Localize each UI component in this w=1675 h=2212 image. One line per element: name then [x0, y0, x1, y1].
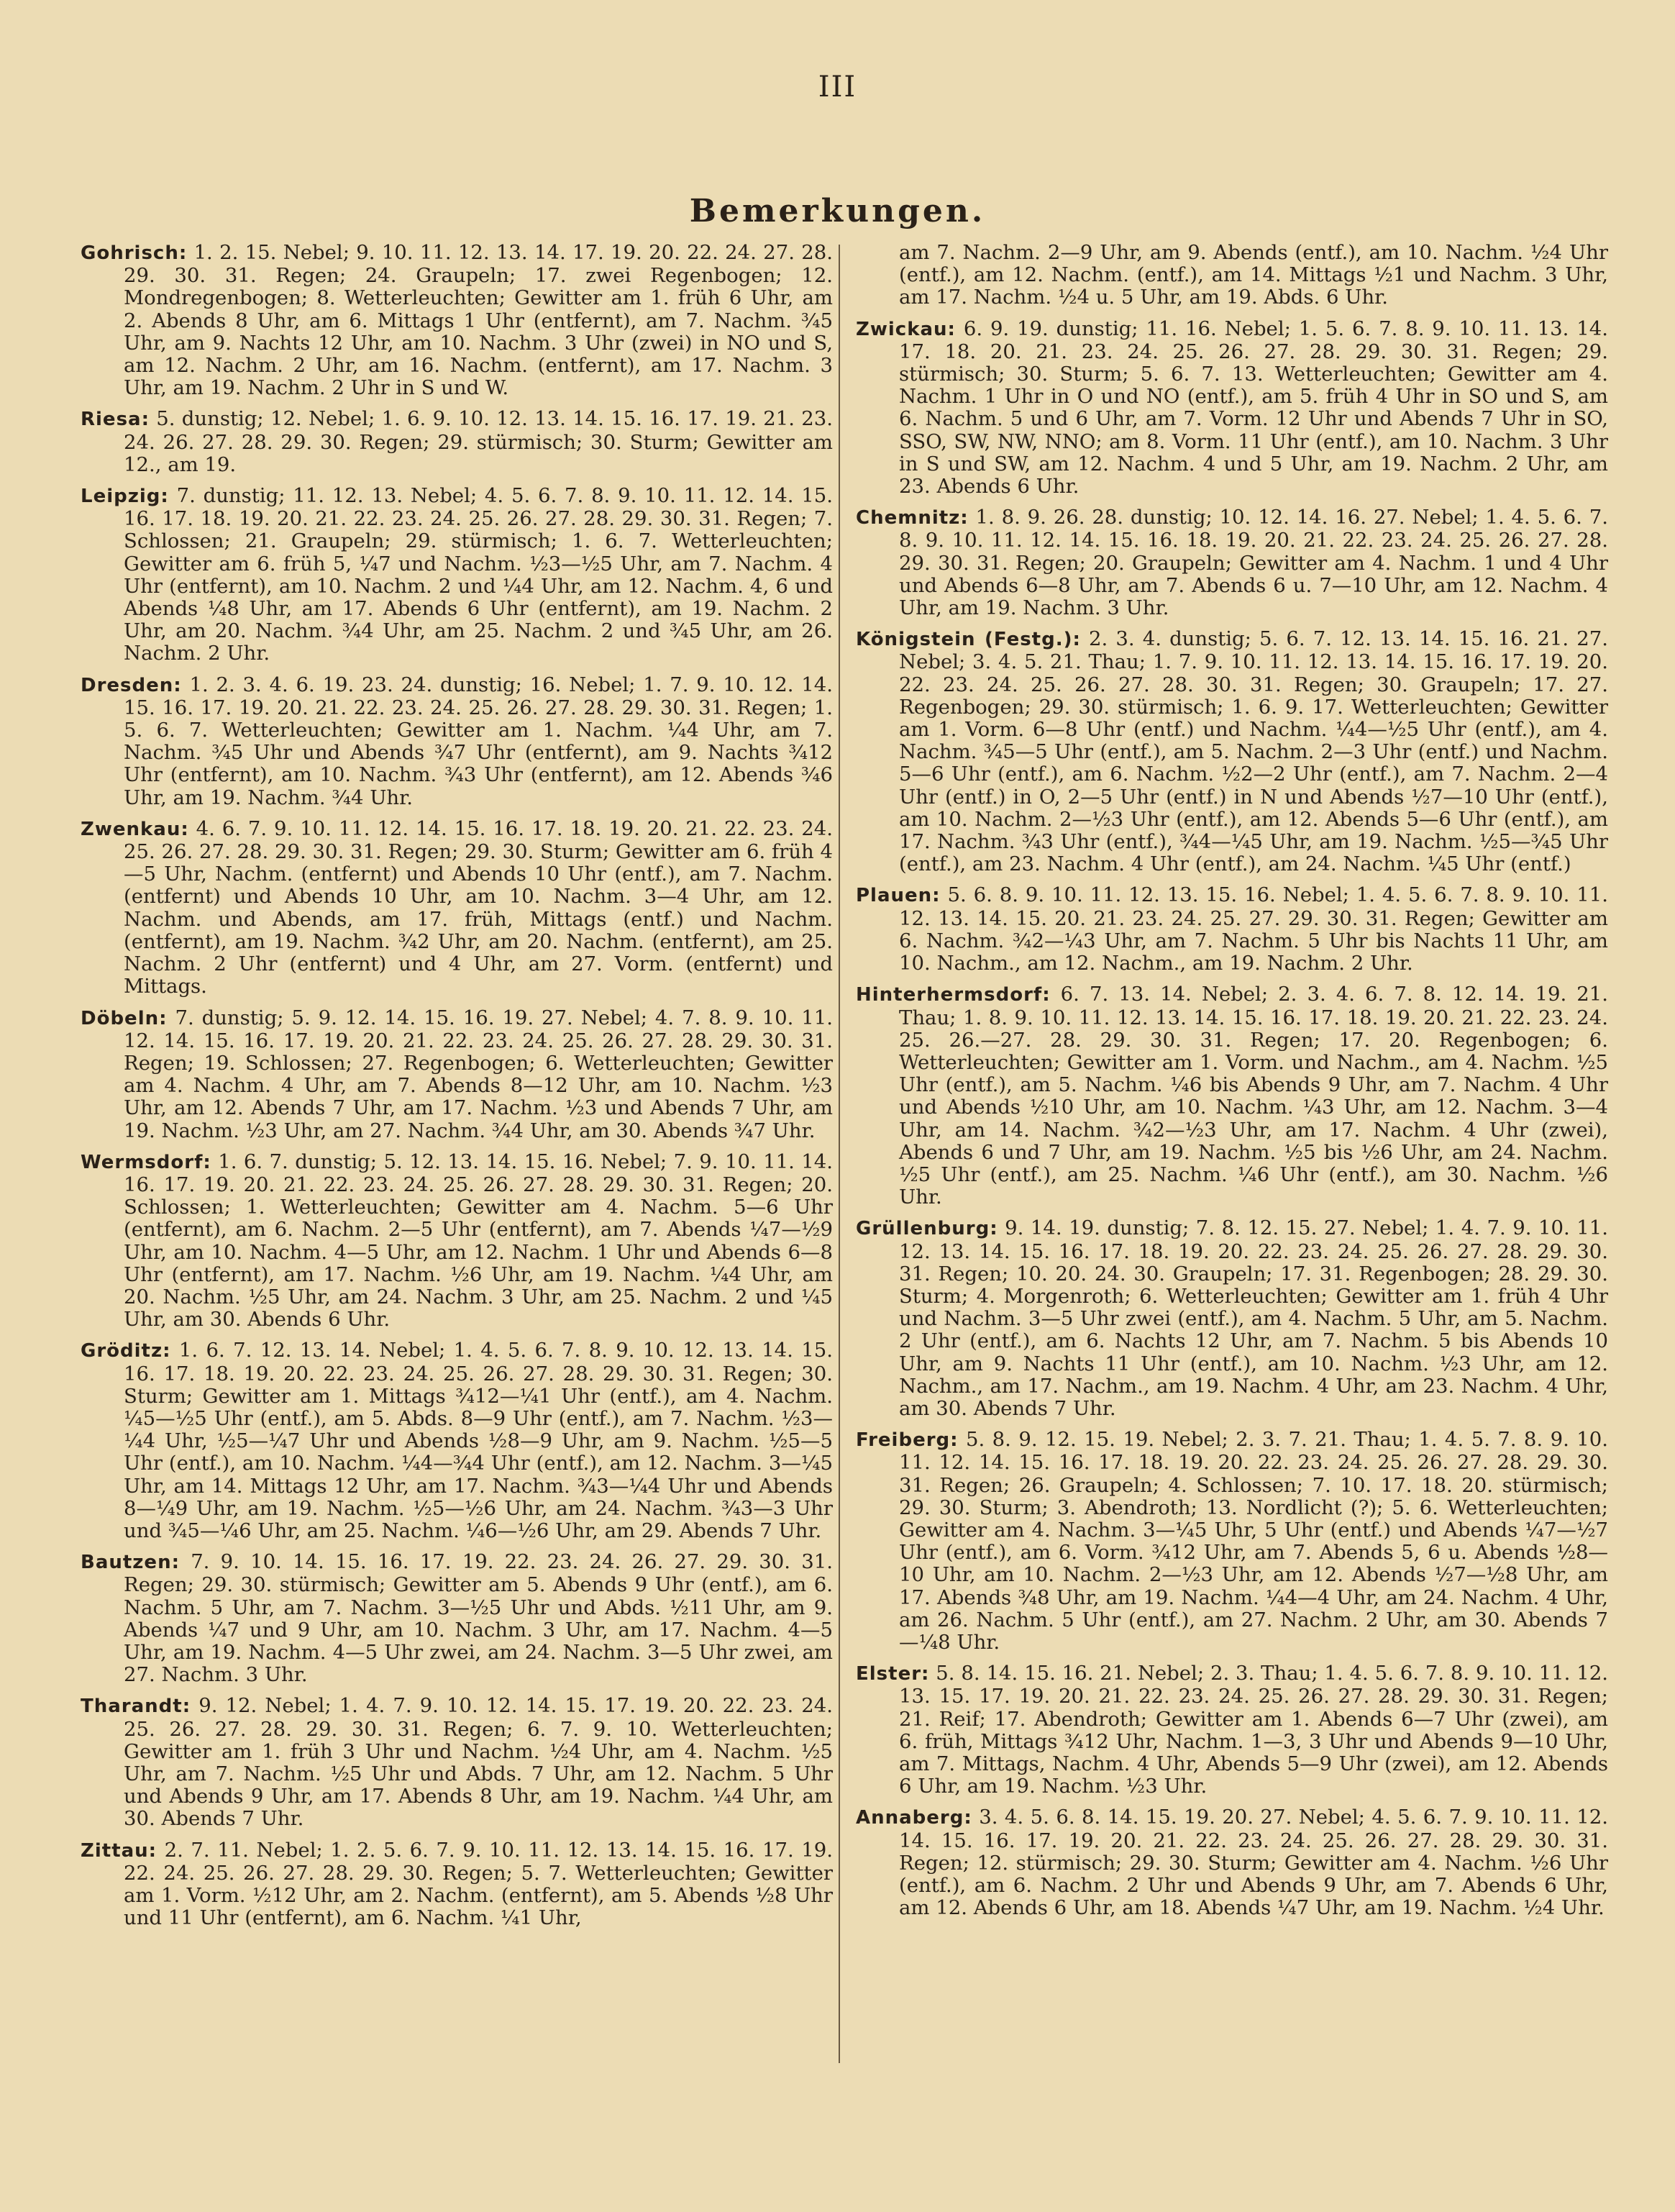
- remark-entry-chemnitz: [856, 506, 1608, 619]
- remark-text: 7. dunstig; 11. 12. 13. Nebel; 4. 5. 6. 7. 8. 9. 10. 11. 12. 14. 15. 16. 17. 18. 19. 20. 21. 22. 23. 24. 25. 26. 27. 28. 29. 30. 31. Regen; 7. Schlossen; 21. Graupeln; 29. stürmisch; 1. 6. 7. Wetterleuchten; Gewitter am 6. früh 5, ¼7 und Nachm. ½3—½5 Uhr, am 7. Nachm. 4 Uhr (entfernt), am 10. Nachm. 2 und ¼4 Uhr, am 12. Nachm. 4, 6 und Abends ¼8 Uhr, am 17. Abends 6 Uhr (entfernt), am 19. Nachm. 2 Uhr, am 20. Nachm. ¾4 Uhr, am 25. Nachm. 2 und ¾5 Uhr, am 26. Nachm. 2 Uhr.: [124, 484, 833, 665]
- remark-entry-hinterhermsdorf: [856, 983, 1608, 1209]
- station-name: Elster:: [856, 1663, 930, 1685]
- station-name: Dresden:: [81, 674, 182, 696]
- remark-entry-plauen: [856, 884, 1608, 975]
- station-name: Bautzen:: [81, 1552, 180, 1574]
- remark-entry-doebeln: [81, 1007, 833, 1142]
- page-number: III: [818, 70, 857, 104]
- remark-text: 1. 2. 15. Nebel; 9. 10. 11. 12. 13. 14. 17. 19. 20. 22. 24. 27. 28. 29. 30. 31. Regen; 24. Graupeln; 17. zwei Regenbogen; 12. Mondregenbogen; 8. Wetterleuchten; Gewitter am 1. früh 6 Uhr, am 2. Abends 8 Uhr, am 6. Mittags 1 Uhr (entfernt), am 7. Nachm. ¾5 Uhr, am 9. Nachts 12 Uhr, am 10. Nachm. 3 Uhr (zwei) in NO und S, am 12. Nachm. 2 Uhr, am 16. Nachm. (entfernt), am 17. Nachm. 3 Uhr, am 19. Nachm. 2 Uhr in S und W.: [124, 241, 833, 400]
- page-title: Bemerkungen.: [689, 193, 986, 229]
- remark-text: 1. 6. 7. 12. 13. 14. Nebel; 1. 4. 5. 6. 7. 8. 9. 10. 12. 13. 14. 15. 16. 17. 18. 19. 20. 22. 23. 24. 25. 26. 27. 28. 29. 30. 31. Regen; 30. Sturm; Gewitter am 1. Mittags ¾12—¼1 Uhr (entf.), am 4. Nachm. ¼5—½5 Uhr (entf.), am 5. Abds. 8—9 Uhr (entf.), am 7. Nachm. ½3—¼4 Uhr, ½5—¼7 Uhr und Abends ½8—9 Uhr, am 9. Nachm. ½5—5 Uhr (entf.), am 10. Nachm. ¼4—¾4 Uhr (entf.), am 12. Nachm. 3—¼5 Uhr, am 14. Mittags 12 Uhr, am 17. Nachm. ¾3—¼4 Uhr und Abends 8—¼9 Uhr, am 19. Nachm. ½5—½6 Uhr, am 24. Nachm. ¾3—3 Uhr und ¾5—¼6 Uhr, am 25. Nachm. ¼6—½6 Uhr, am 29. Abends 7 Uhr.: [124, 1339, 833, 1542]
- remark-entry-groeditz: [81, 1339, 833, 1542]
- station-name: Grüllenburg:: [856, 1218, 998, 1240]
- remark-entry-zittau: [81, 1839, 833, 1930]
- left-column: [81, 242, 833, 1938]
- remark-entry-wermsdorf: [81, 1151, 833, 1332]
- remark-entry-zwickau: [856, 318, 1608, 499]
- remark-text: 4. 6. 7. 9. 10. 11. 12. 14. 15. 16. 17. 18. 19. 20. 21. 22. 23. 24. 25. 26. 27. 28. 29. 30. 31. Regen; 29. 30. Sturm; Gewitter am 6. früh 4—5 Uhr, Nachm. (entfernt) und Abends 10 Uhr (entf.), am 7. Nachm. (entfernt) und Abends 10 Uhr, am 10. Nachm. 3—4 Uhr, am 12. Nachm. und Abends, am 17. früh, Mittags (entf.) und Nachm. (entfernt), am 19. Nachm. ¾2 Uhr, am 20. Nachm. (entfernt), am 25. Nachm. 2 Uhr (entfernt) und 4 Uhr, am 27. Vorm. (entfernt) und Mittags.: [124, 816, 833, 998]
- remark-entry-riesa: [81, 408, 833, 476]
- station-name: Tharandt:: [81, 1696, 191, 1718]
- remark-entry-annaberg: [856, 1806, 1608, 1919]
- remark-entry-elster: [856, 1662, 1608, 1798]
- remark-text: 5. 8. 14. 15. 16. 21. Nebel; 2. 3. Thau; 1. 4. 5. 6. 7. 8. 9. 10. 11. 12. 13. 15. 17. 19. 20. 21. 22. 23. 24. 25. 26. 27. 28. 29. 30. 31. Regen; 21. Reif; 17. Abendroth; Gewitter am 1. Abends 6—7 Uhr (zwei), am 6. früh, Mittags ¾12 Uhr, Nachm. 1—3, 3 Uhr und Abends 9—10 Uhr, am 7. Mittags, Nachm. 4 Uhr, Abends 5—9 Uhr (zwei), am 12. Abends 6 Uhr, am 19. Nachm. ½3 Uhr.: [899, 1662, 1608, 1798]
- remark-text: 1. 8. 9. 26. 28. dunstig; 10. 12. 14. 16. 27. Nebel; 1. 4. 5. 6. 7. 8. 9. 10. 11. 12. 14. 15. 16. 18. 19. 20. 21. 22. 23. 24. 25. 26. 27. 28. 29. 30. 31. Regen; 20. Graupeln; Gewitter am 4. Nachm. 1 und 4 Uhr und Abends 6—8 Uhr, am 7. Abends 6 u. 7—10 Uhr, am 12. Nachm. 4 Uhr, am 19. Nachm. 3 Uhr.: [899, 506, 1608, 620]
- remark-entry-zittau-continued: [856, 242, 1608, 309]
- remark-text: 5. 8. 9. 12. 15. 19. Nebel; 2. 3. 7. 21. Thau; 1. 4. 5. 7. 8. 9. 10. 11. 12. 14. 15. 16. 17. 18. 19. 20. 22. 23. 24. 25. 26. 27. 28. 29. 30. 31. Regen; 26. Graupeln; 4. Schlossen; 7. 10. 17. 18. 20. stürmisch; 29. 30. Sturm; 3. Abendroth; 13. Nordlicht (?); 5. 6. Wetterleuchten; Gewitter am 4. Nachm. 3—¼5 Uhr, 5 Uhr (entf.) und Abends ¼7—½7 Uhr (entf.), am 6. Vorm. ¾12 Uhr, am 7. Abends 5, 6 u. Abends ½8—10 Uhr, am 10. Nachm. 2—½3 Uhr, am 12. Abends ½7—½8 Uhr, am 17. Abends ¾8 Uhr, am 19. Nachm. ¼4—4 Uhr, am 24. Nachm. 4 Uhr, am 26. Nachm. 5 Uhr (entf.), am 27. Nachm. 2 Uhr, am 30. Abends 7—¼8 Uhr.: [899, 1428, 1608, 1654]
- station-name: Gröditz:: [81, 1340, 171, 1362]
- station-name: Hinterhermsdorf:: [856, 984, 1051, 1006]
- remark-text: 6. 9. 19. dunstig; 11. 16. Nebel; 1. 5. 6. 7. 8. 9. 10. 11. 13. 14. 17. 18. 20. 21. 23. 24. 25. 26. 27. 28. 29. 30. 31. Regen; 29. stürmisch; 30. Sturm; 5. 6. 7. 13. Wetterleuchten; Gewitter am 4. Nachm. 1 Uhr in O und NO (entf.), am 5. früh 4 Uhr in SO und S, am 6. Nachm. 5 und 6 Uhr, am 7. Vorm. 12 Uhr und Abends 7 Uhr in SO, SSO, SW, NW, NNO; am 8. Vorm. 11 Uhr (entf.), am 10. Nachm. 3 Uhr in S und SW, am 12. Nachm. 4 und 5 Uhr, am 19. Nachm. 2 Uhr, am 23. Abends 6 Uhr.: [899, 317, 1608, 499]
- station-name: Plauen:: [856, 885, 941, 907]
- station-name: Zittau:: [81, 1839, 158, 1862]
- station-name: Wermsdorf:: [81, 1151, 211, 1173]
- remark-entry-bautzen: [81, 1551, 833, 1686]
- remark-text: 5. 6. 8. 9. 10. 11. 12. 13. 15. 16. Nebel; 1. 4. 5. 6. 7. 8. 9. 10. 11. 12. 13. 14. 15. 20. 21. 23. 24. 25. 27. 29. 30. 31. Regen; Gewitter am 6. Nachm. ¾2—¼3 Uhr, am 7. Nachm. 5 Uhr bis Nachts 11 Uhr, am 10. Nachm., am 12. Nachm., am 19. Nachm. 2 Uhr.: [899, 883, 1608, 975]
- remark-entry-koenigstein: [856, 628, 1608, 875]
- remark-text: 9. 14. 19. dunstig; 7. 8. 12. 15. 27. Nebel; 1. 4. 7. 9. 10. 11. 12. 13. 14. 15. 16. 17. 18. 19. 20. 22. 23. 24. 25. 26. 27. 28. 29. 30. 31. Regen; 10. 20. 24. 30. Graupeln; 17. 31. Regenbogen; 28. 29. 30. Sturm; 4. Morgenroth; 6. Wetterleuchten; Gewitter am 1. früh 4 Uhr und Nachm. 3—5 Uhr zwei (entf.), am 4. Nachm. 5 Uhr, am 5. Nachm. 2 Uhr (entf.), am 6. Nachts 12 Uhr, am 7. Nachm. 5 bis Abends 10 Uhr, am 9. Nachts 11 Uhr (entf.), am 10. Nachm. ½3 Uhr, am 12. Nachm., am 17. Nachm., am 19. Nachm. 4 Uhr, am 23. Nachm. 4 Uhr, am 30. Abends 7 Uhr.: [899, 1216, 1608, 1420]
- remark-text: 7. dunstig; 5. 9. 12. 14. 15. 16. 19. 27. Nebel; 4. 7. 8. 9. 10. 11. 12. 14. 15. 16. 17. 19. 20. 21. 22. 23. 24. 25. 26. 27. 28. 29. 30. 31. Regen; 19. Schlossen; 27. Regenbogen; 6. Wetterleuchten; Gewitter am 4. Nachm. 4 Uhr, am 7. Abends 8—12 Uhr, am 10. Nachm. ½3 Uhr, am 12. Abends 7 Uhr, am 17. Nachm. ½3 und Abends 7 Uhr, am 19. Nachm. ½3 Uhr, am 27. Nachm. ¾4 Uhr, am 30. Abends ¾7 Uhr.: [124, 1006, 833, 1142]
- station-name: Gohrisch:: [81, 242, 188, 264]
- remark-text: 2. 3. 4. dunstig; 5. 6. 7. 12. 13. 14. 15. 16. 21. 27. Nebel; 3. 4. 5. 21. Thau; 1. 7. 9. 10. 11. 12. 13. 14. 15. 16. 17. 19. 20. 22. 23. 24. 25. 26. 27. 28. 30. 31. Regen; 30. Graupeln; 17. 27. Regenbogen; 29. 30. stürmisch; 1. 6. 9. 17. Wetterleuchten; Gewitter am 1. Vorm. 6—8 Uhr (entf.) und Nachm. ¼4—½5 Uhr (entf.), am 4. Nachm. ¾5—5 Uhr (entf.), am 5. Nachm. 2—3 Uhr (entf.) und Nachm. 5—6 Uhr (entf.), am 6. Nachm. ½2—2 Uhr (entf.), am 7. Nachm. 2—4 Uhr (entf.) in O, 2—5 Uhr (entf.) in N und Abends ½7—10 Uhr (entf.), am 10. Nachm. 2—½3 Uhr (entf.), am 12. Abends 5—6 Uhr (entf.), am 17. Nachm. ¾3 Uhr (entf.), ¾4—¼5 Uhr, am 19. Nachm. ½5—¾5 Uhr (entf.), am 23. Nachm. 4 Uhr (entf.), am 24. Nachm. ¼5 Uhr (entf.): [899, 627, 1608, 876]
- station-name: Freiberg:: [856, 1429, 959, 1452]
- remark-text: 2. 7. 11. Nebel; 1. 2. 5. 6. 7. 9. 10. 11. 12. 13. 14. 15. 16. 17. 19. 22. 24. 25. 26. 27. 28. 29. 30. Regen; 5. 7. Wetterleuchten; Gewitter am 1. Vorm. ½12 Uhr, am 2. Nachm. (entfernt), am 5. Abends ½8 Uhr und 11 Uhr (entfernt), am 6. Nachm. ¼1 Uhr,: [124, 1838, 833, 1930]
- remark-text: 6. 7. 13. 14. Nebel; 2. 3. 4. 6. 7. 8. 12. 14. 19. 21. Thau; 1. 8. 9. 10. 11. 12. 13. 14. 15. 16. 17. 18. 19. 20. 21. 22. 23. 24. 25. 26.—27. 28. 29. 30. 31. Regen; 17. 20. Regenbogen; 6. Wetterleuchten; Gewitter am 1. Vorm. und Nachm., am 4. Nachm. ½5 Uhr (entf.), am 5. Nachm. ¼6 bis Abends 9 Uhr, am 7. Nachm. 4 Uhr und Abends ½10 Uhr, am 10. Nachm. ¼3 Uhr, am 12. Nachm. 3—4 Uhr, am 14. Nachm. ¾2—½3 Uhr, am 17. Nachm. 4 Uhr (zwei), Abends 6 und 7 Uhr, am 19. Nachm. ½5 bis ½6 Uhr, am 24. Nachm. ½5 Uhr (entf.), am 25. Nachm. ¼6 Uhr (entf.), am 30. Nachm. ½6 Uhr.: [899, 983, 1608, 1209]
- remark-text: 5. dunstig; 12. Nebel; 1. 6. 9. 10. 12. 13. 14. 15. 16. 17. 19. 21. 23. 24. 26. 27. 28. 29. 30. Regen; 29. stürmisch; 30. Sturm; Gewitter am 12., am 19.: [124, 407, 833, 476]
- station-name: Leipzig:: [81, 486, 169, 508]
- remark-entry-dresden: [81, 674, 833, 809]
- station-name: Riesa:: [81, 409, 150, 431]
- remark-text: 3. 4. 5. 6. 8. 14. 15. 19. 20. 27. Nebel; 4. 5. 6. 7. 9. 10. 11. 12. 14. 15. 16. 17. 19. 20. 21. 22. 23. 24. 25. 26. 27. 28. 29. 30. 31. Regen; 12. stürmisch; 29. 30. Sturm; Gewitter am 4. Nachm. ½6 Uhr (entf.), am 6. Nachm. 2 Uhr und Abends 9 Uhr, am 7. Abends 6 Uhr, am 12. Abends 6 Uhr, am 18. Abends ¼7 Uhr, am 19. Nachm. ½4 Uhr.: [899, 1806, 1608, 1920]
- remark-text: 9. 12. Nebel; 1. 4. 7. 9. 10. 12. 14. 15. 17. 19. 20. 22. 23. 24. 25. 26. 27. 28. 29. 30. 31. Regen; 6. 7. 9. 10. Wetterleuchten; Gewitter am 1. früh 3 Uhr und Nachm. ½4 Uhr, am 4. Nachm. ½5 Uhr, am 7. Nachm. ½5 Uhr und Abds. 7 Uhr, am 12. Nachm. 5 Uhr und Abends 9 Uhr, am 17. Abends 8 Uhr, am 19. Nachm. ¼4 Uhr, am 30. Abends 7 Uhr.: [124, 1694, 834, 1831]
- station-name: Chemnitz:: [856, 507, 969, 529]
- station-name: Zwenkau:: [81, 818, 189, 840]
- right-column: [856, 242, 1608, 1928]
- remark-entry-zwenkau: [81, 818, 833, 998]
- column-divider: [839, 245, 840, 2063]
- remark-text: 7. 9. 10. 14. 15. 16. 17. 19. 22. 23. 24. 26. 27. 29. 30. 31. Regen; 29. 30. stürmisch; Gewitter am 5. Abends 9 Uhr (entf.), am 6. Nachm. 5 Uhr, am 7. Nachm. 3—½5 Uhr und Abds. ½11 Uhr, am 9. Abends ¼7 und 9 Uhr, am 10. Nachm. 3 Uhr, am 17. Nachm. 4—5 Uhr, am 19. Nachm. 4—5 Uhr zwei, am 24. Nachm. 3—5 Uhr zwei, am 27. Nachm. 3 Uhr.: [124, 1550, 833, 1687]
- remark-text: 1. 6. 7. dunstig; 5. 12. 13. 14. 15. 16. Nebel; 7. 9. 10. 11. 14. 16. 17. 19. 20. 21. 22. 23. 24. 25. 26. 27. 28. 29. 30. 31. Regen; 20. Schlossen; 1. Wetterleuchten; Gewitter am 4. Nachm. 5—6 Uhr (entfernt), am 6. Nachm. 2—5 Uhr (entfernt), am 7. Abends ¼7—½9 Uhr, am 10. Nachm. 4—5 Uhr, am 12. Nachm. 1 Uhr und Abends 6—8 Uhr (entfernt), am 17. Nachm. ½6 Uhr, am 19. Nachm. ¼4 Uhr, am 20. Nachm. ½5 Uhr, am 24. Nachm. 3 Uhr, am 25. Nachm. 2 und ¼5 Uhr, am 30. Abends 6 Uhr.: [124, 1150, 833, 1332]
- remark-entry-leipzig: [81, 485, 833, 665]
- station-name: Zwickau:: [856, 318, 956, 340]
- remark-entry-gruellenburg: [856, 1217, 1608, 1420]
- station-name: Königstein (Festg.):: [856, 629, 1081, 651]
- remark-entry-freiberg: [856, 1429, 1608, 1654]
- station-name: Döbeln:: [81, 1007, 168, 1029]
- remark-text: am 7. Nachm. 2—9 Uhr, am 9. Abends (entf.), am 10. Nachm. ½4 Uhr (entf.), am 12. Nachm. (entf.), am 14. Mittags ½1 und Nachm. 3 Uhr, am 17. Nachm. ½4 u. 5 Uhr, am 19. Abds. 6 Uhr.: [899, 241, 1608, 309]
- station-name: Annaberg:: [856, 1807, 972, 1829]
- remark-entry-gohrisch: [81, 242, 833, 399]
- remark-text: 1. 2. 3. 4. 6. 19. 23. 24. dunstig; 16. Nebel; 1. 7. 9. 10. 12. 14. 15. 16. 17. 19. 20. 21. 22. 23. 24. 25. 26. 27. 28. 29. 30. 31. Regen; 1. 5. 6. 7. Wetterleuchten; Gewitter am 1. Nachm. ¼4 Uhr, am 7. Nachm. ¾5 Uhr und Abends ¾7 Uhr (entfernt), am 9. Nachts ¾12 Uhr (entfernt), am 10. Nachm. ¾3 Uhr (entfernt), am 12. Abends ¾6 Uhr, am 19. Nachm. ¾4 Uhr.: [124, 673, 833, 809]
- remark-entry-tharandt: [81, 1695, 833, 1830]
